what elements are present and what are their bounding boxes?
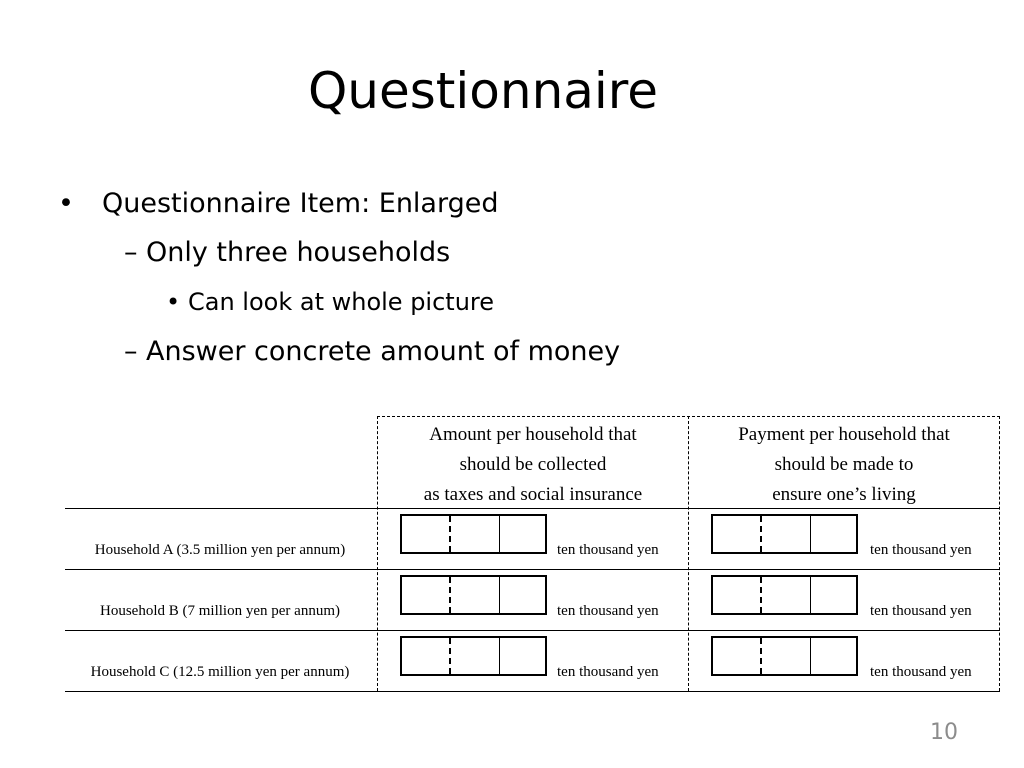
bullet-text: Only three households [146, 237, 451, 268]
unit-label: ten thousand yen [557, 542, 659, 558]
header-line: as taxes and social insurance [423, 484, 643, 505]
payment-input-household-b[interactable] [711, 575, 858, 615]
bullet-text: Answer concrete amount of money [146, 336, 621, 367]
payment-input-household-a[interactable] [711, 514, 858, 554]
row-rule [65, 569, 1000, 570]
unit-label: ten thousand yen [870, 542, 972, 558]
unit-label: ten thousand yen [870, 664, 972, 680]
unit-label: ten thousand yen [870, 603, 972, 619]
row-rule [65, 508, 1000, 509]
bullet-text: Can look at whole picture [188, 288, 495, 316]
page-number: 10 [930, 720, 958, 745]
header-line: Payment per household that [738, 424, 950, 445]
payment-input-household-c[interactable] [711, 636, 858, 676]
amount-input-household-a[interactable] [400, 514, 547, 554]
row-label-household-b: Household B (7 million yen per annum) [100, 603, 340, 619]
bullet-text: Questionnaire Item: Enlarged [102, 188, 499, 219]
column-header-amount [380, 420, 686, 510]
amount-input-household-c[interactable] [400, 636, 547, 676]
bullet-marker: – [124, 336, 138, 367]
amount-input-household-b[interactable] [400, 575, 547, 615]
row-rule [65, 630, 1000, 631]
header-line: ensure one’s living [772, 484, 916, 505]
column-divider-right [999, 416, 1000, 691]
bullet-marker: • [58, 188, 74, 219]
header-line: should be made to [774, 454, 914, 475]
column-divider-left [377, 416, 378, 691]
row-rule [65, 691, 1000, 692]
header-line: should be collected [459, 454, 607, 475]
slide-title: Questionnaire [307, 62, 659, 120]
column-header-payment [691, 420, 997, 510]
bullet-marker: • [166, 288, 181, 316]
unit-label: ten thousand yen [557, 603, 659, 619]
unit-label: ten thousand yen [557, 664, 659, 680]
header-line: Amount per household that [429, 424, 637, 445]
column-divider-middle [688, 416, 689, 691]
bullet-marker: – [124, 237, 138, 268]
row-label-household-c: Household C (12.5 million yen per annum) [90, 664, 350, 680]
row-label-household-a: Household A (3.5 million yen per annum) [94, 542, 346, 558]
